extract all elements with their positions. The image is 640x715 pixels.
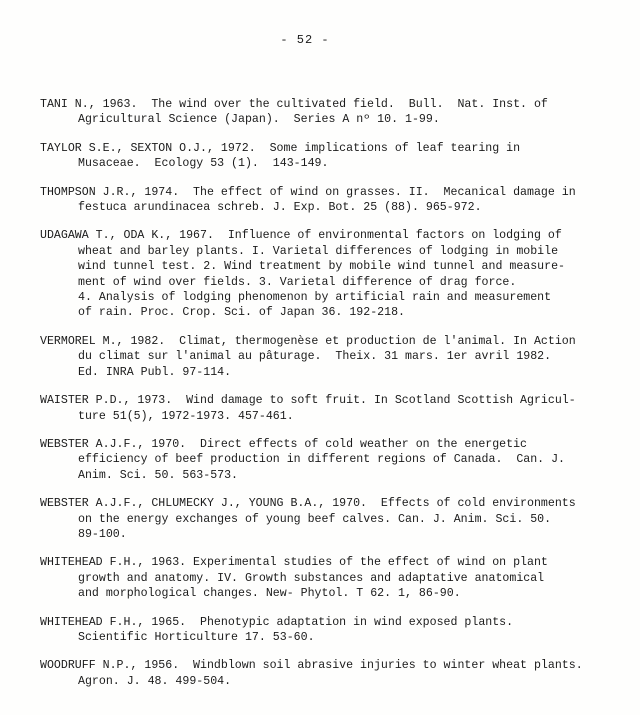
reference-line: wind tunnel test. 2. Wind treatment by mobile wind tunnel and measure- bbox=[78, 260, 566, 274]
reference-entry bbox=[40, 141, 612, 172]
reference-entry bbox=[40, 334, 612, 380]
reference-line: WEBSTER A.J.F., 1970. Direct effects of cold weather on the energetic bbox=[40, 437, 528, 451]
reference-line: 4. Analysis of lodging phenomenon by artificial rain and measurement bbox=[78, 291, 552, 305]
reference-line: and morphological changes. New- Phytol. T 62. 1, 86-90. bbox=[78, 587, 461, 601]
reference-line: TAYLOR S.E., SEXTON O.J., 1972. Some implications of leaf tearing in bbox=[40, 141, 521, 155]
reference-line: WEBSTER A.J.F., CHLUMECKY J., YOUNG B.A., 1970. Effects of cold environments bbox=[40, 497, 576, 511]
page-number: - 52 - bbox=[280, 33, 330, 47]
reference-line: WOODRUFF N.P., 1956. Windblown soil abrasive injuries to winter wheat plants. bbox=[40, 659, 583, 673]
reference-line: UDAGAWA T., ODA K., 1967. Influence of environmental factors on lodging of bbox=[40, 229, 562, 243]
reference-line: WHITEHEAD F.H., 1965. Phenotypic adaptation in wind exposed plants. bbox=[40, 615, 514, 629]
references-list bbox=[40, 97, 612, 689]
reference-line: Musaceae. Ecology 53 (1). 143-149. bbox=[78, 157, 329, 171]
reference-line: TANI N., 1963. The wind over the cultivated field. Bull. Nat. Inst. of bbox=[40, 98, 548, 111]
reference-entry bbox=[40, 615, 612, 646]
reference-line: THOMPSON J.R., 1974. The effect of wind on grasses. II. Mecanical damage in bbox=[40, 185, 576, 199]
reference-line: on the energy exchanges of young beef calves. Can. J. Anim. Sci. 50. bbox=[78, 512, 552, 526]
reference-entry bbox=[40, 228, 612, 320]
reference-line: growth and anatomy. IV. Growth substances and adaptative anatomical bbox=[78, 571, 545, 585]
reference-line: du climat sur l'animal au pâturage. Theix. 31 mars. 1er avril 1982. bbox=[78, 350, 552, 364]
reference-line: wheat and barley plants. I. Varietal differences of lodging in mobile bbox=[78, 244, 559, 258]
reference-line: Scientific Horticulture 17. 53-60. bbox=[78, 630, 315, 644]
reference-line: WHITEHEAD F.H., 1963. Experimental studies of the effect of wind on plant bbox=[40, 556, 548, 570]
reference-line: Agricultural Science (Japan). Series A nº 10. 1-99. bbox=[78, 113, 440, 127]
reference-line: efficiency of beef production in different regions of Canada. Can. J. bbox=[78, 453, 566, 467]
reference-line: Ed. INRA Publ. 97-114. bbox=[78, 365, 232, 379]
reference-line: 89-100. bbox=[78, 527, 127, 541]
reference-line: VERMOREL M., 1982. Climat, thermogenèse et production de l'animal. In Action bbox=[40, 334, 576, 348]
reference-line: ment of wind over fields. 3. Varietal difference of drag force. bbox=[78, 275, 517, 289]
reference-line: of rain. Proc. Crop. Sci. of Japan 36. 192-218. bbox=[78, 306, 405, 320]
reference-entry bbox=[40, 437, 612, 483]
reference-line: Agron. J. 48. 499-504. bbox=[78, 674, 232, 688]
reference-entry bbox=[40, 496, 612, 542]
reference-entry bbox=[40, 393, 612, 424]
reference-line: WAISTER P.D., 1973. Wind damage to soft fruit. In Scotland Scottish Agricul- bbox=[40, 394, 576, 408]
reference-entry bbox=[40, 185, 612, 216]
reference-line: Anim. Sci. 50. 563-573. bbox=[78, 468, 239, 482]
reference-line: ture 51(5), 1972-1973. 457-461. bbox=[78, 409, 294, 423]
reference-entry bbox=[40, 658, 612, 689]
reference-entry bbox=[40, 97, 612, 128]
reference-line: festuca arundinacea schreb. J. Exp. Bot. 25 (88). 965-972. bbox=[78, 201, 482, 215]
reference-entry bbox=[40, 555, 612, 601]
